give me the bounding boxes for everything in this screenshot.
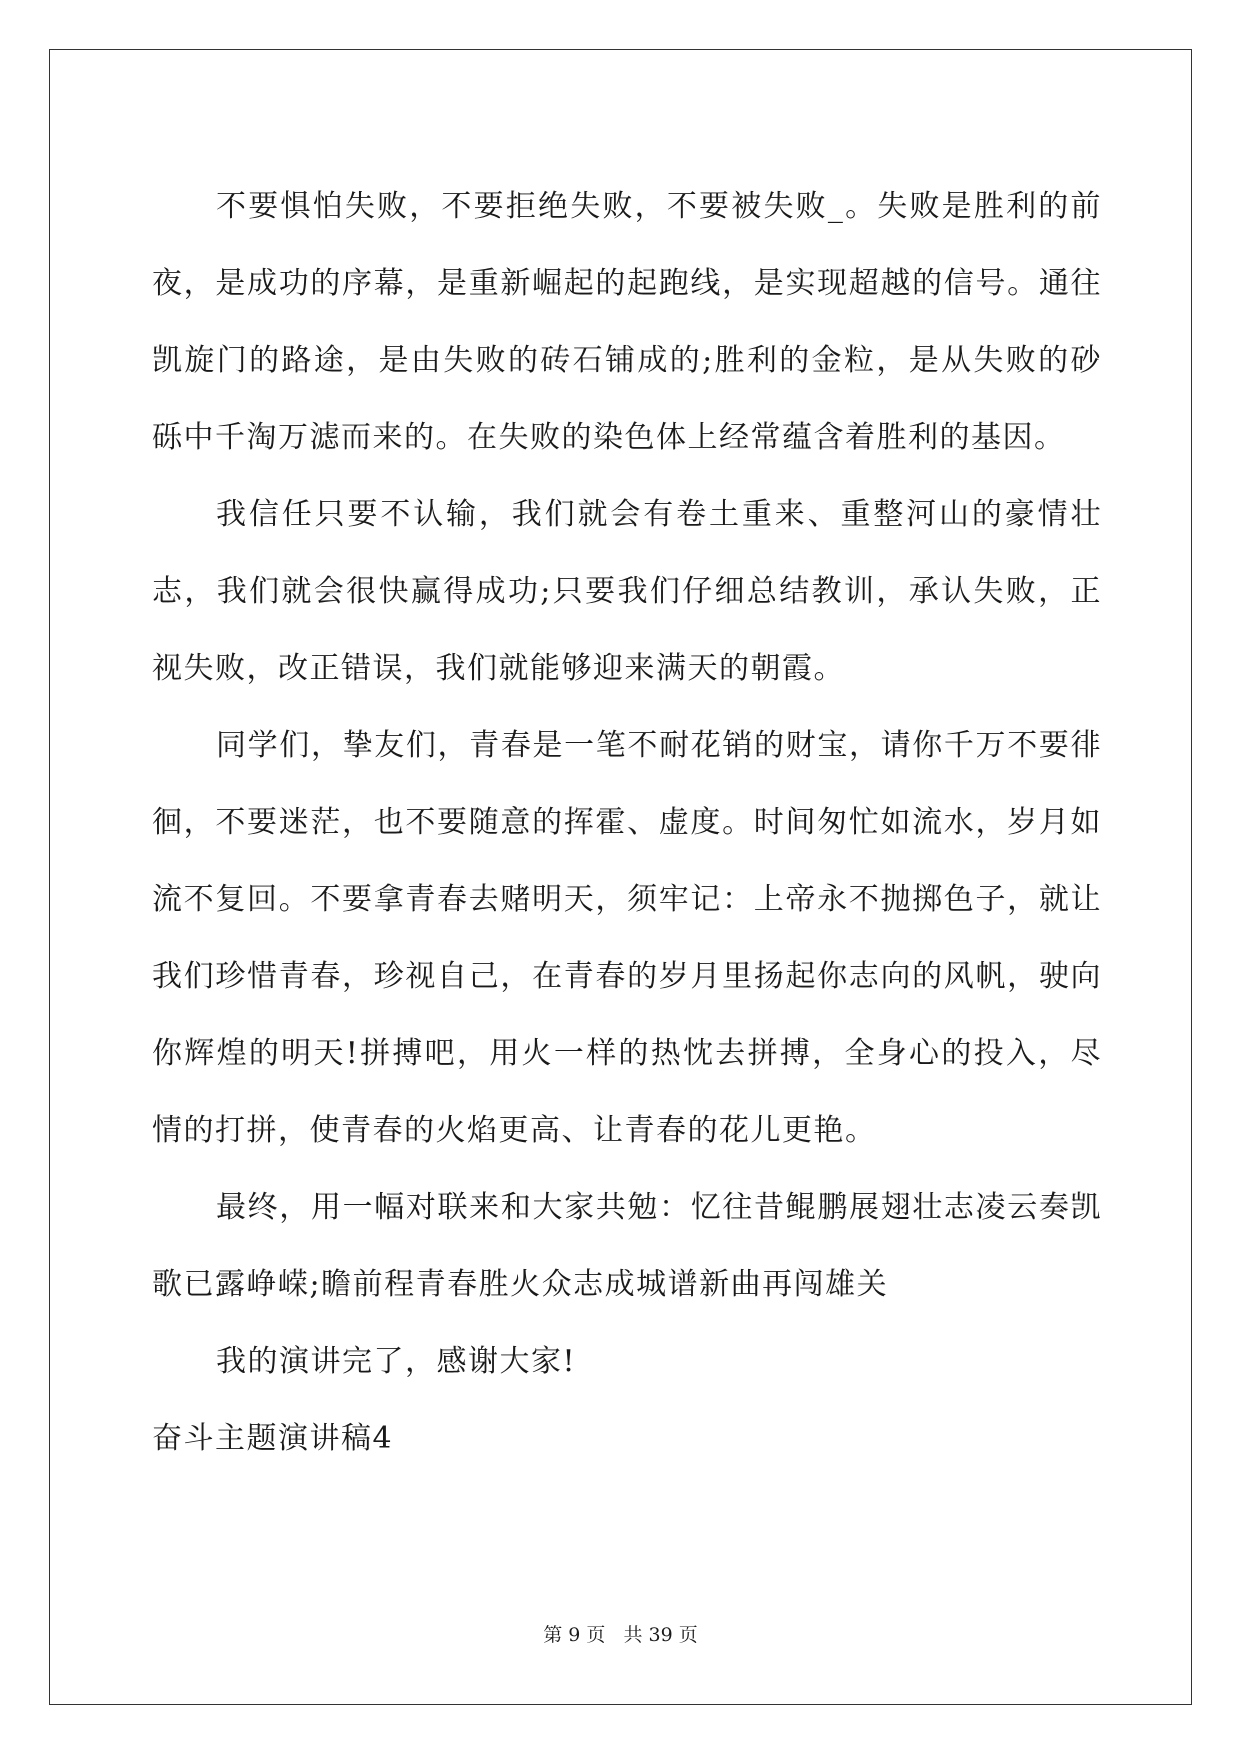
paragraph-4: 最终，用一幅对联来和大家共勉：忆往昔鲲鹏展翅壮志凌云奏凯歌已露峥嵘;瞻前程青春胜火众志成城谱新曲再闯雄关 — [152, 1190, 1102, 1302]
page-total: 共 39 页 — [623, 1624, 698, 1646]
paragraph-2: 我信任只要不认输，我们就会有卷土重来、重整河山的豪情壮志，我们就会很快赢得成功;只要我们仔细总结教训，承认失败，正视失败，改正错误，我们就能够迎来满天的朝霞。 — [152, 497, 1102, 686]
paragraph-3: 同学们，挚友们，青春是一笔不耐花销的财宝，请你千万不要徘徊，不要迷茫，也不要随意的挥霍、虚度。时间匆忙如流水，岁月如流不复回。不要拿青春去赌明天，须牢记：上帝永不抛掷色子，就让我们珍惜青春，珍视自己，在青春的岁月里扬起你志向的风帆，驶向你辉煌的明天!拼搏吧，用火一样的热忱去拼搏，全身心的投入，尽情的打拼，使青春的火焰更高、让青春的花儿更艳。 — [152, 728, 1102, 1148]
page-number: 第 9 页 — [543, 1624, 606, 1646]
paragraph-5: 我的演讲完了，感谢大家! — [216, 1344, 577, 1379]
document-body — [152, 168, 1102, 1477]
page-footer — [0, 1620, 1241, 1647]
section-title: 奋斗主题演讲稿4 — [152, 1421, 394, 1456]
paragraph-1: 不要惧怕失败，不要拒绝失败，不要被失败_。失败是胜利的前夜，是成功的序幕，是重新崛起的起跑线，是实现超越的信号。通往凯旋门的路途，是由失败的砖石铺成的;胜利的金粒，是从失败的砂砾中千淘万滤而来的。在失败的染色体上经常蕴含着胜利的基因。 — [152, 189, 1102, 455]
